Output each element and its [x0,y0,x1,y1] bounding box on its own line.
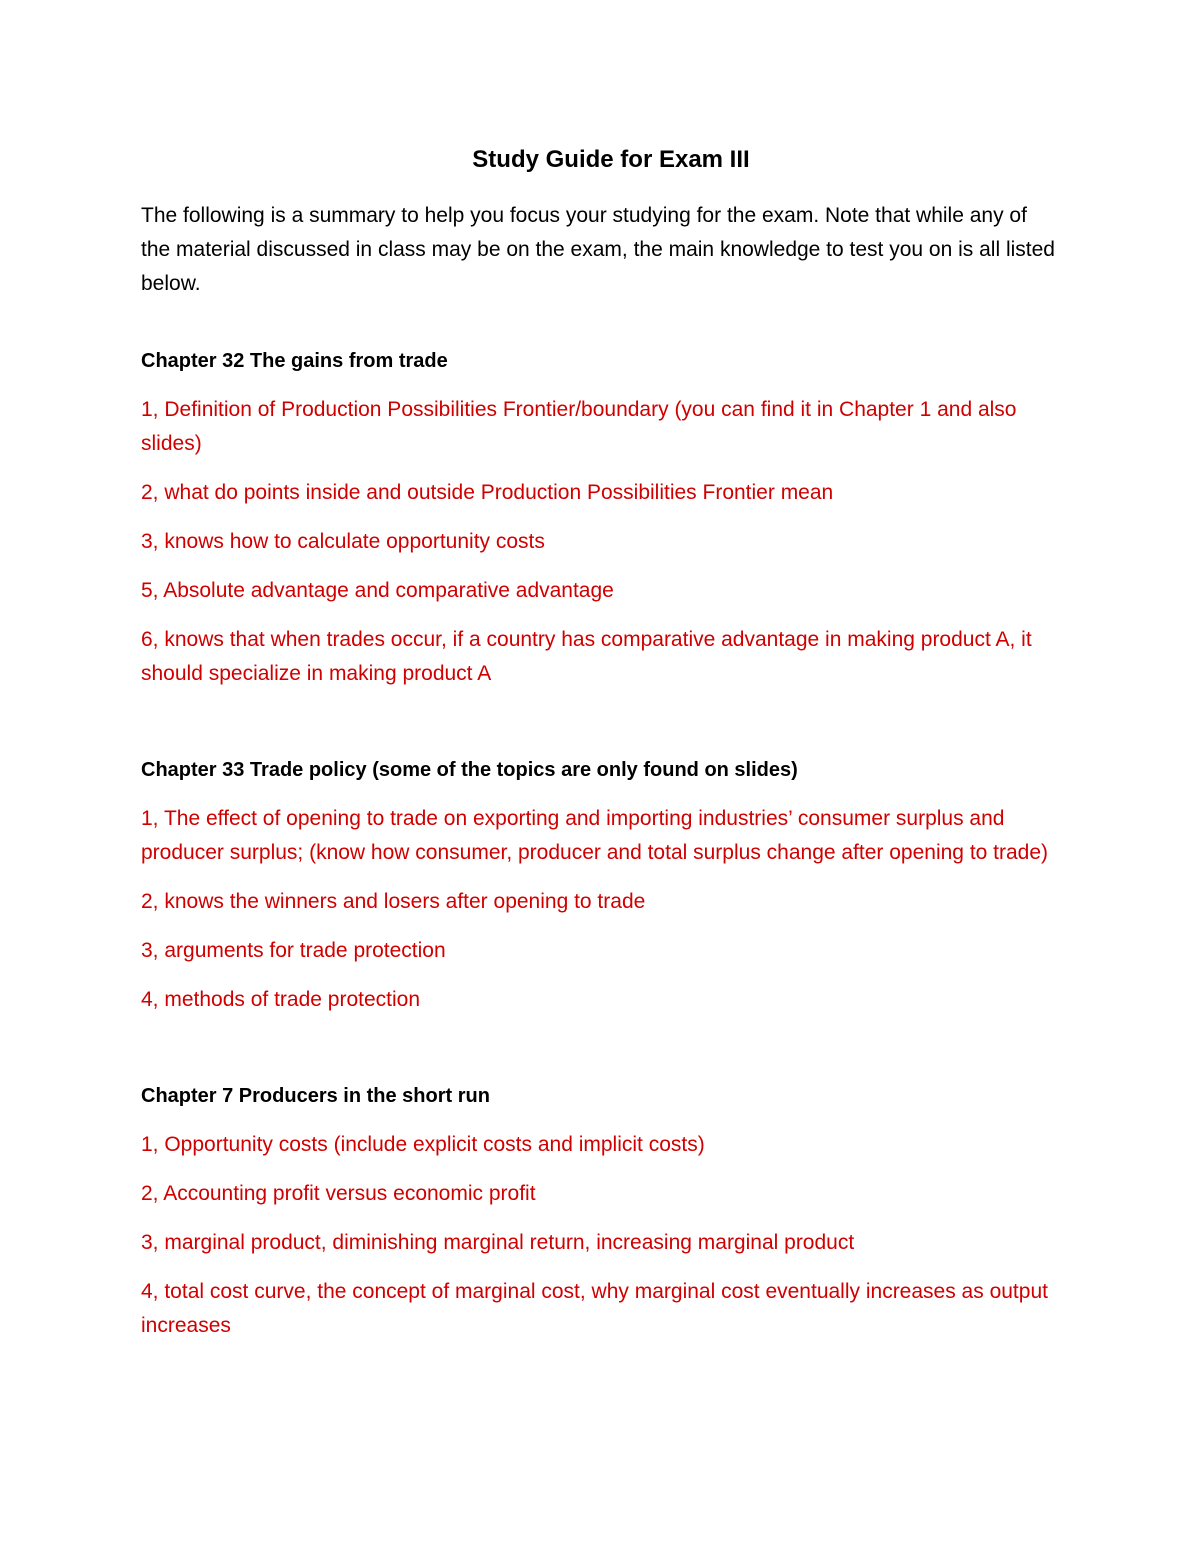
study-item: 1, Definition of Production Possibilities Frontier/boundary (you can find it in Chapter 1 and also slides) [141,398,1017,455]
study-item: 2, what do points inside and outside Production Possibilities Frontier mean [141,481,834,504]
study-item: 2, knows the winners and losers after opening to trade [141,890,646,913]
document-title: Study Guide for Exam III [472,146,750,173]
chapter-heading: Chapter 32 The gains from trade [141,350,448,372]
study-item: 6, knows that when trades occur, if a country has comparative advantage in making product A, it should specialize in making product A [141,628,1032,685]
study-item: 2, Accounting profit versus economic profit [141,1182,536,1205]
chapter-33-section [141,754,1061,1017]
study-item: 1, The effect of opening to trade on exporting and importing industries’ consumer surplus and producer surplus; (know how consumer, producer and total surplus change after opening to trade) [141,807,1049,864]
study-item: 3, arguments for trade protection [141,939,446,962]
chapter-heading: Chapter 33 Trade policy (some of the topics are only found on slides) [141,759,798,781]
section-spacer [141,706,1061,754]
study-item: 4, total cost curve, the concept of marginal cost, why marginal cost eventually increases as output increases [141,1280,1048,1337]
chapter-heading: Chapter 7 Producers in the short run [141,1085,490,1107]
intro-paragraph: The following is a summary to help you focus your studying for the exam. Note that while any of the material discussed in class may be on the exam, the main knowledge to test you on is all listed below. [141,204,1055,295]
study-item: 3, knows how to calculate opportunity costs [141,530,545,553]
chapter-7-section [141,1080,1061,1343]
study-item: 3, marginal product, diminishing marginal return, increasing marginal product [141,1231,855,1254]
study-item: 5, Absolute advantage and comparative advantage [141,579,614,602]
study-item: 1, Opportunity costs (include explicit costs and implicit costs) [141,1133,705,1156]
study-item: 4, methods of trade protection [141,988,420,1011]
chapter-32-section [141,345,1061,691]
section-spacer [141,1032,1061,1080]
document-content [141,143,1061,1358]
